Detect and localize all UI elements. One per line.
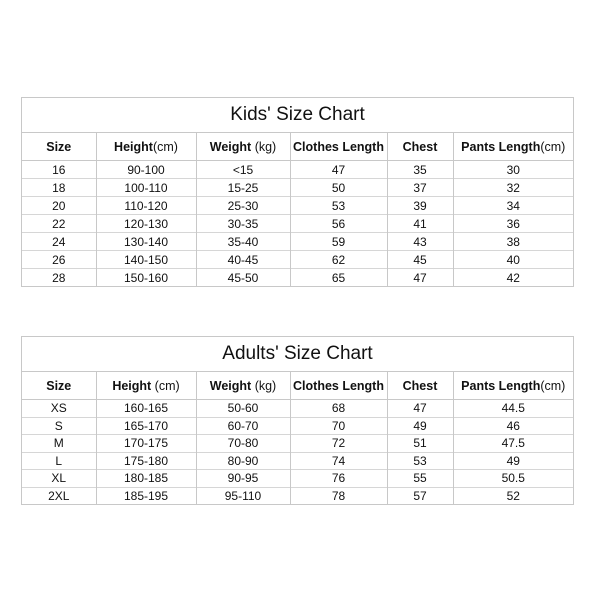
cell-size: 18 (22, 179, 96, 197)
cell-pants-length: 44.5 (453, 400, 573, 418)
cell-weight: 15-25 (196, 179, 290, 197)
cell-height: 120-130 (96, 215, 196, 233)
cell-weight: 70-80 (196, 435, 290, 453)
table-row (22, 179, 573, 197)
kids-size-table (22, 133, 573, 286)
cell-weight: 30-35 (196, 215, 290, 233)
table-row (22, 161, 573, 179)
adults-header-weight (196, 372, 290, 400)
cell-size: L (22, 452, 96, 470)
header-label: Clothes Length (293, 378, 384, 393)
cell-height: 160-165 (96, 400, 196, 418)
header-unit: (cm) (152, 139, 178, 154)
kids-header-weight (196, 133, 290, 161)
table-row (22, 452, 573, 470)
cell-weight: 45-50 (196, 269, 290, 287)
cell-size: 24 (22, 233, 96, 251)
cell-clothes-length: 56 (290, 215, 387, 233)
header-unit: (kg) (254, 139, 277, 154)
cell-chest: 49 (387, 417, 453, 435)
cell-chest: 53 (387, 452, 453, 470)
cell-pants-length: 50.5 (453, 470, 573, 488)
header-label: Pants Length (461, 139, 541, 154)
cell-weight: 25-30 (196, 197, 290, 215)
adults-header-clothes-length (290, 372, 387, 400)
cell-chest: 39 (387, 197, 453, 215)
cell-size: 20 (22, 197, 96, 215)
adults-header-chest (387, 372, 453, 400)
cell-size: M (22, 435, 96, 453)
cell-clothes-length: 70 (290, 417, 387, 435)
header-label: Height (114, 139, 153, 154)
adults-header-row (22, 372, 573, 400)
kids-header-clothes-length (290, 133, 387, 161)
cell-height: 140-150 (96, 251, 196, 269)
header-unit: (cm) (540, 378, 566, 393)
table-row (22, 487, 573, 504)
cell-height: 170-175 (96, 435, 196, 453)
cell-size: 22 (22, 215, 96, 233)
cell-size: 2XL (22, 487, 96, 504)
cell-pants-length: 40 (453, 251, 573, 269)
cell-chest: 57 (387, 487, 453, 504)
cell-pants-length: 49 (453, 452, 573, 470)
header-label: Pants Length (461, 378, 541, 393)
kids-header-chest (387, 133, 453, 161)
cell-chest: 41 (387, 215, 453, 233)
header-label: Weight (209, 139, 255, 154)
kids-header-row (22, 133, 573, 161)
cell-clothes-length: 72 (290, 435, 387, 453)
cell-weight: 35-40 (196, 233, 290, 251)
adults-table-header (22, 372, 573, 400)
cell-clothes-length: 62 (290, 251, 387, 269)
cell-clothes-length: 68 (290, 400, 387, 418)
kids-table-body (22, 161, 573, 287)
cell-size: XL (22, 470, 96, 488)
cell-chest: 51 (387, 435, 453, 453)
cell-weight: 50-60 (196, 400, 290, 418)
cell-weight: 90-95 (196, 470, 290, 488)
cell-clothes-length: 50 (290, 179, 387, 197)
adults-size-chart (21, 336, 574, 505)
cell-chest: 55 (387, 470, 453, 488)
cell-chest: 37 (387, 179, 453, 197)
cell-height: 165-170 (96, 417, 196, 435)
table-row (22, 233, 573, 251)
cell-size: XS (50, 401, 67, 416)
cell-weight: 60-70 (196, 417, 290, 435)
header-label: Height (112, 378, 155, 393)
cell-clothes-length: 59 (290, 233, 387, 251)
kids-chart-title: Kids' Size Chart (22, 98, 573, 133)
adults-header-pants-length (453, 372, 573, 400)
adults-size-table (22, 372, 573, 504)
cell-chest: 43 (387, 233, 453, 251)
cell-height: 90-100 (96, 161, 196, 179)
cell-chest: 47 (387, 269, 453, 287)
table-row (22, 470, 573, 488)
kids-header-size (22, 133, 96, 161)
table-row (22, 251, 573, 269)
cell-pants-length: 46 (453, 417, 573, 435)
cell-size: 28 (22, 269, 96, 287)
cell-clothes-length: 76 (290, 470, 387, 488)
cell-height: 180-185 (96, 470, 196, 488)
cell-clothes-length: 74 (290, 452, 387, 470)
cell-clothes-length: 78 (290, 487, 387, 504)
cell-height: 130-140 (96, 233, 196, 251)
cell-weight: 80-90 (196, 452, 290, 470)
header-label: Chest (402, 378, 438, 393)
cell-weight: 95-110 (196, 487, 290, 504)
cell-clothes-length: 65 (290, 269, 387, 287)
adults-table-body (22, 400, 573, 505)
table-row (22, 215, 573, 233)
header-label: Chest (402, 139, 438, 154)
header-unit: (kg) (254, 378, 277, 393)
cell-pants-length: 42 (453, 269, 573, 287)
cell-height: 175-180 (96, 452, 196, 470)
cell-clothes-length: 47 (290, 161, 387, 179)
header-label: Clothes Length (293, 139, 384, 154)
header-unit: (cm) (540, 139, 566, 154)
kids-table-header (22, 133, 573, 161)
cell-size: S (22, 417, 96, 435)
cell-pants-length: 32 (453, 179, 573, 197)
cell-chest: 35 (387, 161, 453, 179)
cell-height: 150-160 (96, 269, 196, 287)
table-row (22, 269, 573, 287)
header-unit: (cm) (154, 378, 180, 393)
cell-pants-length: 30 (453, 161, 573, 179)
cell-clothes-length: 53 (290, 197, 387, 215)
cell-height: 185-195 (96, 487, 196, 504)
cell-pants-length: 47.5 (453, 435, 573, 453)
table-row (22, 197, 573, 215)
table-row (22, 400, 573, 418)
cell-weight: 40-45 (196, 251, 290, 269)
cell-size: 16 (52, 162, 66, 177)
adults-chart-title: Adults' Size Chart (22, 337, 573, 372)
kids-size-chart (21, 97, 574, 287)
table-row (22, 435, 573, 453)
header-label: Size (46, 139, 72, 154)
cell-weight: <15 (196, 161, 290, 179)
kids-header-height (96, 133, 196, 161)
cell-chest: 47 (387, 400, 453, 418)
cell-size: 26 (22, 251, 96, 269)
cell-pants-length: 36 (453, 215, 573, 233)
cell-chest: 45 (387, 251, 453, 269)
cell-pants-length: 38 (453, 233, 573, 251)
cell-pants-length: 52 (453, 487, 573, 504)
cell-pants-length: 34 (453, 197, 573, 215)
cell-height: 110-120 (96, 197, 196, 215)
table-row (22, 417, 573, 435)
kids-header-pants-length (453, 133, 573, 161)
header-label: Size (46, 378, 72, 393)
cell-height: 100-110 (96, 179, 196, 197)
adults-header-height (96, 372, 196, 400)
header-label: Weight (209, 378, 255, 393)
adults-header-size (22, 372, 96, 400)
